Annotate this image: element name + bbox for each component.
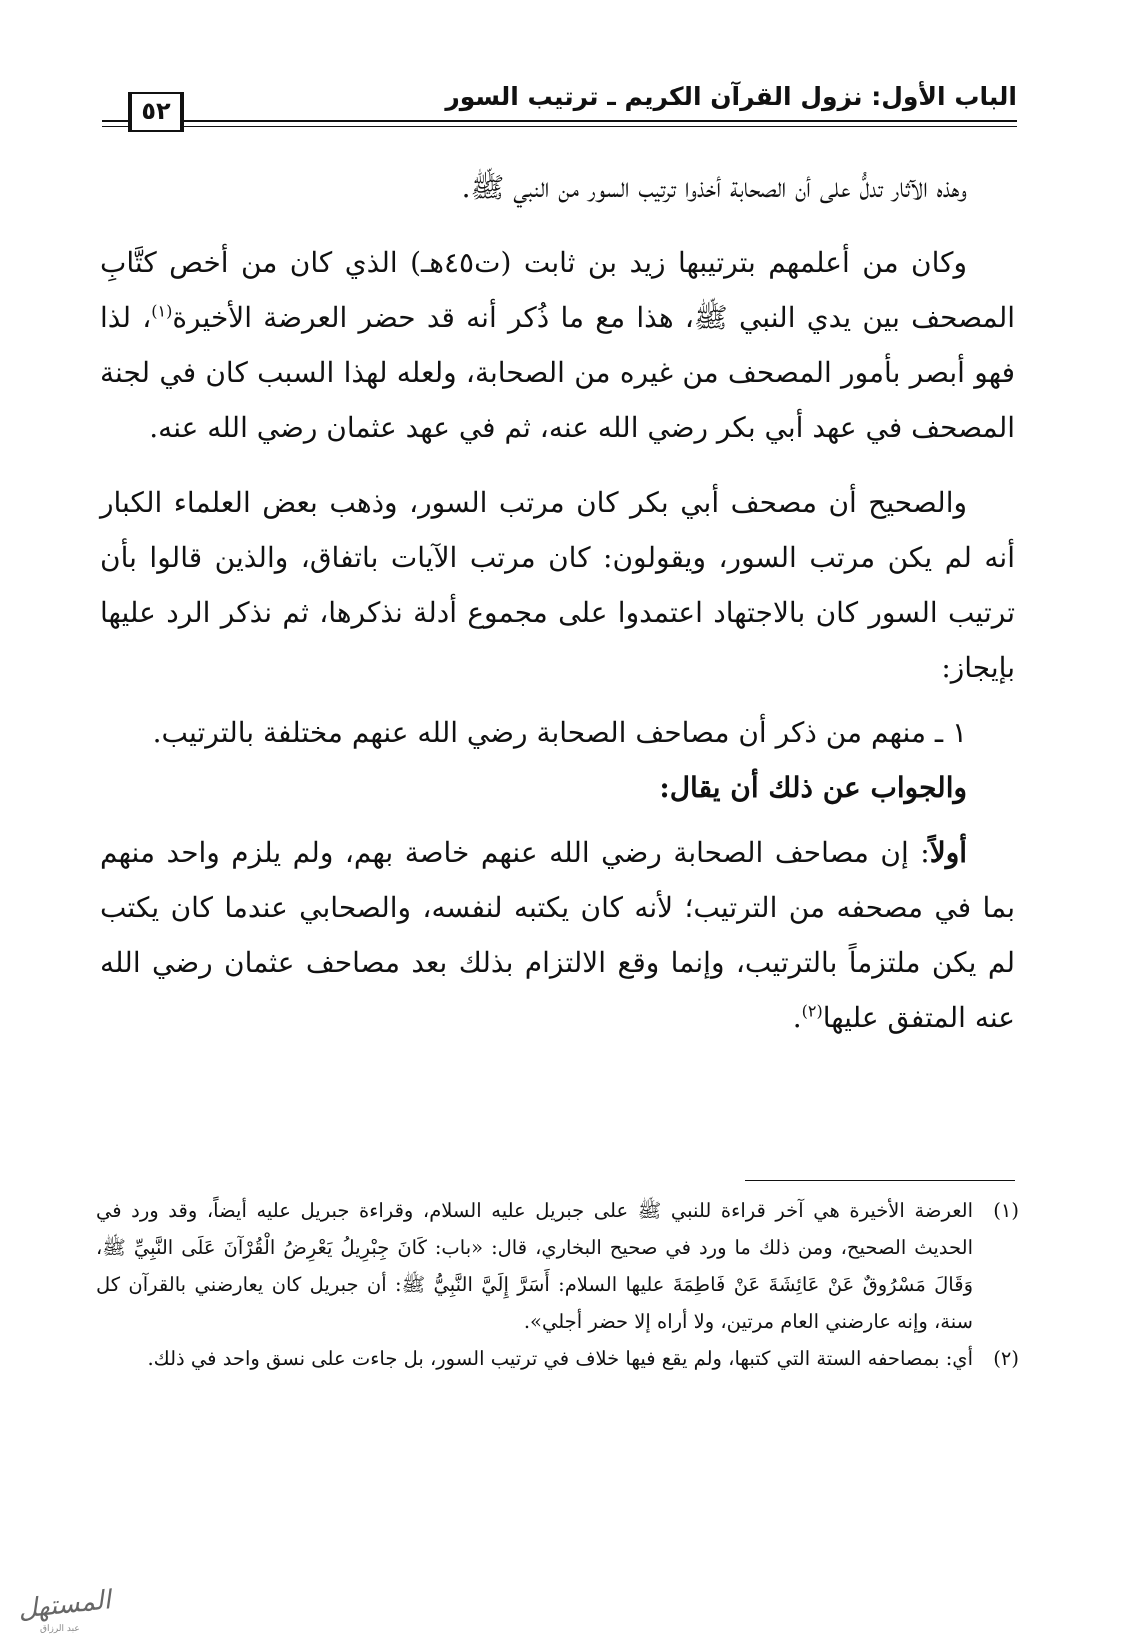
footnotes: [96, 1192, 1019, 1377]
paragraph-text: .: [792, 1001, 802, 1034]
subheading: والجواب عن ذلك أن يقال:: [659, 771, 967, 804]
footnote: [96, 1192, 1019, 1340]
page-number: ٥٢: [128, 92, 184, 132]
footnote-ref[interactable]: (٢): [801, 1001, 823, 1021]
paragraph-text: : إن مصاحف الصحابة رضي الله عنهم خاصة بهم، ولم يلزم واحد منهم بما في مصحفه من الترتيب؛ لأنه كان يكتبه لنفسه، والصحابي عندما كان يكتب لم يكن ملتزماً بالترتيب، وإنما وقع الالتزام بذلك بعد مصاحف عثمان رضي الله عنه المتفق عليها: [100, 836, 1015, 1034]
paragraph: [100, 235, 1015, 455]
paragraph: والصحيح أن مصحف أبي بكر كان مرتب السور، وذهب بعض العلماء الكبار أنه لم يكن مرتب السور، ويقولون: كان مرتب الآيات باتفاق، والذين قالوا بأن ترتيب السور كان بالاجتهاد اعتمدوا على مجموع أدلة نذكرها، ثم نذكر الرد عليها بإيجاز:: [100, 486, 1015, 684]
watermark-subtext: عبد الرزاق: [40, 1624, 80, 1634]
header-rule: [102, 120, 130, 122]
watermark-logo: المستهل: [16, 1585, 113, 1625]
footnote-separator: [745, 1180, 1015, 1181]
footnote-text: العرضة الأخيرة هي آخر قراءة للنبي ﷺ على جبريل عليه السلام، وقراءة جبريل عليه أيضاً، وقد ورد في الحديث الصحيح، ومن ذلك ما ورد في صحيح البخاري، قال: «باب: كَانَ جِبْرِيلُ يَعْرِضُ الْقُرْآنَ عَلَى النَّبِيِّ ﷺ، وَقَالَ مَسْرُوقٌ عَنْ عَائِشَةَ عَنْ فَاطِمَةَ عليها السلام: أَسَرَّ إِلَيَّ النَّبِيُّ ﷺ: أن جبريل كان يعارضني بالقرآن كل سنة، وإنه عارضني العام مرتين، ولا أراه إلا حضر أجلي».: [96, 1199, 973, 1333]
header-rule: [182, 126, 1017, 127]
lead-word: أولاً: [929, 836, 967, 869]
header-rule: [182, 120, 1017, 122]
numbered-point: ١ ـ منهم من ذكر أن مصاحف الصحابة رضي الله عنهم مختلفة بالترتيب.: [152, 716, 967, 749]
paragraph: [100, 825, 1015, 1045]
body-text: [100, 160, 1015, 1045]
header-rule: [102, 126, 130, 127]
footnote-ref[interactable]: (١): [151, 301, 173, 321]
paragraph-text: ، لذا فهو أبصر بأمور المصحف من غيره من الصحابة، ولعله لهذا السبب كان في لجنة المصحف في عهد أبي بكر رضي الله عنه، ثم في عهد عثمان رضي الله عنه.: [100, 301, 1015, 444]
footnote-number: (١): [993, 1199, 1019, 1222]
paragraph: وهذه الآثار تدلُّ على أن الصحابة أخذوا ترتيب السور من النبي ﷺ.: [461, 171, 967, 204]
paragraph-text: وكان من أعلمهم بترتيبها زيد بن ثابت (ت٤٥هـ) الذي كان من أخص كتَّابِ المصحف بين يدي النبي ﷺ، هذا مع ما ذُكر أنه قد حضر العرضة الأخيرة: [100, 246, 1016, 334]
footnote: [96, 1340, 1019, 1377]
footnote-number: (٢): [993, 1347, 1019, 1370]
page-header: [102, 78, 1017, 134]
running-title: الباب الأول: نزول القرآن الكريم ـ ترتيب السور: [445, 82, 1017, 111]
footnote-text: أي: بمصاحفه الستة التي كتبها، ولم يقع فيها خلاف في ترتيب السور، بل جاءت على نسق واحد في ذلك.: [147, 1347, 973, 1370]
